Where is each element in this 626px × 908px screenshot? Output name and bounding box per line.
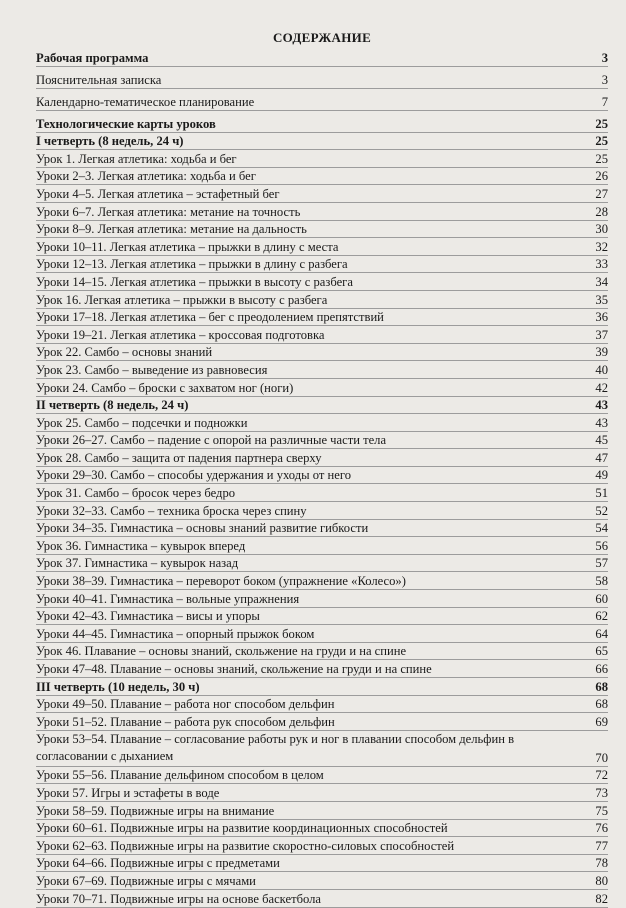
toc-entry-label: Уроки 55–56. Плавание дельфином способом в целом (36, 768, 324, 783)
toc-entry-label: Уроки 44–45. Гимнастика – опорный прыжок боком (36, 626, 315, 641)
toc-section-row (36, 133, 608, 151)
toc-entry-label: Урок 25. Самбо – подсечки и подножки (36, 415, 248, 430)
toc-entry-row (36, 572, 608, 590)
toc-entry-label: Урок 22. Самбо – основы знаний (36, 345, 213, 360)
toc-entry-row (36, 291, 608, 309)
toc-page-number: 78 (595, 856, 608, 871)
toc-entry-row (36, 361, 608, 379)
toc-entry-label: Урок 28. Самбо – защита от падения партнера сверху (36, 450, 322, 465)
toc-entry-row (36, 713, 608, 731)
toc-page-number: 3 (601, 50, 608, 65)
toc-entry-row (36, 643, 608, 661)
toc-entry-row (36, 344, 608, 362)
toc-entry-row (36, 537, 608, 555)
toc-entry-label: Уроки 53–54. Плавание – согласование работы рук и ног в плавании способом дельфин в согласовании с дыханием (36, 731, 515, 763)
toc-entry-row (36, 432, 608, 450)
toc-entry-label: III четверть (10 недель, 30 ч) (36, 679, 200, 694)
toc-entry-label: Уроки 57. Игры и эстафеты в воде (36, 785, 220, 800)
toc-page-number: 42 (595, 380, 608, 395)
toc-entry-label: Уроки 42–43. Гимнастика – висы и упоры (36, 609, 260, 624)
toc-entry-label: Уроки 47–48. Плавание – основы знаний, скольжение на груди и на спине (36, 662, 432, 676)
toc-entry-row (36, 660, 608, 678)
toc-entry-label: Уроки 67–69. Подвижные игры с мячами (36, 873, 256, 888)
toc-entry-label: Уроки 14–15. Легкая атлетика – прыжки в высоту с разбега (36, 274, 353, 289)
toc-entry-label: Урок 36. Гимнастика – кувырок вперед (36, 538, 246, 553)
toc-entry-label: Уроки 4–5. Легкая атлетика – эстафетный бег (36, 186, 280, 201)
toc-page-number: 75 (595, 803, 608, 818)
toc-entry-row (36, 150, 608, 168)
toc-entry-label: Уроки 60–61. Подвижные игры на развитие координационных способностей (36, 821, 448, 836)
toc-entry-label: Уроки 12–13. Легкая атлетика – прыжки в длину с разбега (36, 257, 348, 272)
toc-entry-row (36, 555, 608, 573)
toc-entry-row (36, 326, 608, 344)
toc-entry-row (36, 731, 608, 767)
toc-entry-label: Урок 31. Самбо – бросок через бедро (36, 486, 236, 501)
toc-entry-label: Уроки 2–3. Легкая атлетика: ходьба и бег (36, 169, 256, 184)
toc-page-number: 66 (595, 662, 608, 676)
toc-page-number: 27 (595, 186, 608, 201)
toc-page-number: 40 (595, 362, 608, 377)
toc-page-number: 26 (595, 169, 608, 184)
toc-section-row (36, 397, 608, 415)
toc-page-number: 60 (595, 591, 608, 606)
toc-section-row (36, 49, 608, 67)
toc-entry-label: Рабочая программа (36, 50, 149, 65)
toc-entry-row (36, 590, 608, 608)
toc-page-number: 7 (601, 94, 608, 109)
toc-entry-row (36, 802, 608, 820)
toc-page-number: 45 (595, 433, 608, 448)
toc-entry-label: Календарно-тематическое планирование (36, 94, 255, 109)
toc-page-number: 58 (595, 574, 608, 589)
toc-page-number: 49 (595, 468, 608, 483)
toc-entry-row (36, 414, 608, 432)
toc-entry-label: Урок 46. Плавание – основы знаний, скольжение на груди и на спине (36, 644, 407, 659)
toc-page-number: 68 (595, 679, 608, 694)
toc-page-number: 77 (595, 838, 608, 853)
toc-entry-row (36, 238, 608, 256)
toc-page-number: 51 (595, 486, 608, 501)
toc-entry-row (36, 67, 608, 89)
toc-page-number: 37 (595, 327, 608, 342)
toc-entry-row (36, 520, 608, 538)
toc-page-number: 35 (595, 292, 608, 307)
toc-entry-row (36, 221, 608, 239)
toc-entry-label: Уроки 6–7. Легкая атлетика: метание на точность (36, 204, 301, 219)
toc-entry-label: Уроки 10–11. Легкая атлетика – прыжки в длину с места (36, 239, 339, 254)
toc-entry-row (36, 168, 608, 186)
toc-entry-label: Уроки 19–21. Легкая атлетика – кроссовая подготовка (36, 327, 325, 342)
toc-page-number: 43 (595, 398, 608, 413)
toc-page-number: 43 (595, 415, 608, 430)
toc-page-number: 33 (595, 257, 608, 272)
toc-entry-label: Уроки 34–35. Гимнастика – основы знаний развитие гибкости (36, 521, 369, 536)
toc-page-number: 82 (595, 891, 608, 906)
toc-entry-label: Уроки 24. Самбо – броски с захватом ног (ноги) (36, 380, 294, 395)
toc-page-number: 52 (595, 503, 608, 518)
toc-page-number: 80 (595, 873, 608, 888)
toc-entry-label: Уроки 40–41. Гимнастика – вольные упражнения (36, 591, 300, 606)
toc-entry-row (36, 625, 608, 643)
toc-entry-label: Уроки 17–18. Легкая атлетика – бег с преодолением препятствий (36, 310, 384, 325)
toc-section-row (36, 111, 608, 133)
toc-page-number: 65 (595, 644, 608, 659)
toc-page-number: 34 (595, 274, 608, 289)
toc-entry-label: Пояснительная записка (36, 72, 162, 87)
page-title: СОДЕРЖАНИЕ (272, 30, 372, 45)
toc-page-number: 3 (601, 72, 608, 87)
toc-entry-label: Уроки 8–9. Легкая атлетика: метание на дальность (36, 222, 307, 237)
toc-entry-row (36, 837, 608, 855)
toc-entry-row (36, 872, 608, 890)
toc-entry-label: Урок 23. Самбо – выведение из равновесия (36, 362, 268, 377)
toc-page-number: 36 (595, 310, 608, 325)
toc-entry-row (36, 185, 608, 203)
toc-entry-row (36, 484, 608, 502)
toc-entry-label: Уроки 62–63. Подвижные игры на развитие скоростно-силовых способностей (36, 838, 455, 853)
toc-entry-label: Урок 1. Легкая атлетика: ходьба и бег (36, 151, 237, 166)
toc-entry-label: Уроки 29–30. Самбо – способы удержания и уходы от него (36, 468, 352, 483)
toc-page-number: 72 (595, 768, 608, 783)
toc-page-number: 56 (595, 538, 608, 553)
toc-entry-label: Урок 16. Легкая атлетика – прыжки в высоту с разбега (36, 292, 328, 307)
toc-page-number: 68 (595, 697, 608, 712)
toc-entry-label: Уроки 51–52. Плавание – работа рук способом дельфин (36, 714, 335, 729)
toc-entry-label: Уроки 49–50. Плавание – работа ног способом дельфин (36, 697, 335, 712)
toc-page-number: 25 (595, 134, 608, 149)
toc-entry-label: Уроки 64–66. Подвижные игры с предметами (36, 856, 280, 871)
toc-page-number: 47 (595, 450, 608, 465)
toc-page-number: 25 (595, 116, 608, 131)
toc-page-number: 32 (595, 239, 608, 254)
toc-page-number: 62 (595, 609, 608, 624)
toc-entry-row (36, 203, 608, 221)
toc-entry-row (36, 273, 608, 291)
toc-entry-row (36, 767, 608, 785)
toc-entry-row (36, 309, 608, 327)
toc-page-number: 70 (595, 750, 608, 765)
toc-entry-label: Уроки 58–59. Подвижные игры на внимание (36, 803, 275, 818)
toc-entry-row (36, 256, 608, 274)
toc-entry-row (36, 449, 608, 467)
toc-entry-row (36, 820, 608, 838)
toc-page-number: 69 (595, 714, 608, 729)
toc-entry-label: Технологические карты уроков (36, 116, 216, 131)
toc-entry-row (36, 608, 608, 626)
toc-page-number: 73 (595, 785, 608, 800)
toc-entry-label: I четверть (8 недель, 24 ч) (36, 134, 184, 149)
toc-page-number: 39 (595, 345, 608, 360)
toc-entry-label: Урок 37. Гимнастика – кувырок назад (36, 556, 239, 571)
toc-page-number: 76 (595, 821, 608, 836)
toc-entry-label: Уроки 38–39. Гимнастика – переворот боком (упражнение «Колесо») (36, 574, 406, 589)
toc-page-number: 28 (595, 204, 608, 219)
toc-entry-row (36, 890, 608, 908)
toc-entry-row (36, 89, 608, 111)
toc-section-row (36, 678, 608, 696)
toc-entry-label: Уроки 26–27. Самбо – падение с опорой на различные части тела (36, 433, 387, 448)
toc-entry-row (36, 855, 608, 873)
toc-entry-label: II четверть (8 недель, 24 ч) (36, 398, 189, 413)
toc-page-number: 64 (595, 626, 608, 641)
toc-entry-row (36, 784, 608, 802)
toc-page-number: 25 (595, 151, 608, 166)
toc-entry-label: Уроки 32–33. Самбо – техника броска через спину (36, 503, 307, 518)
toc-page-number: 54 (595, 521, 608, 536)
toc-entry-row (36, 467, 608, 485)
table-of-contents (36, 49, 608, 908)
toc-entry-row (36, 379, 608, 397)
toc-page-number: 30 (595, 222, 608, 237)
toc-entry-row (36, 696, 608, 714)
toc-page-number: 57 (595, 556, 608, 571)
toc-entry-label: Уроки 70–71. Подвижные игры на основе баскетбола (36, 891, 321, 906)
toc-entry-row (36, 502, 608, 520)
